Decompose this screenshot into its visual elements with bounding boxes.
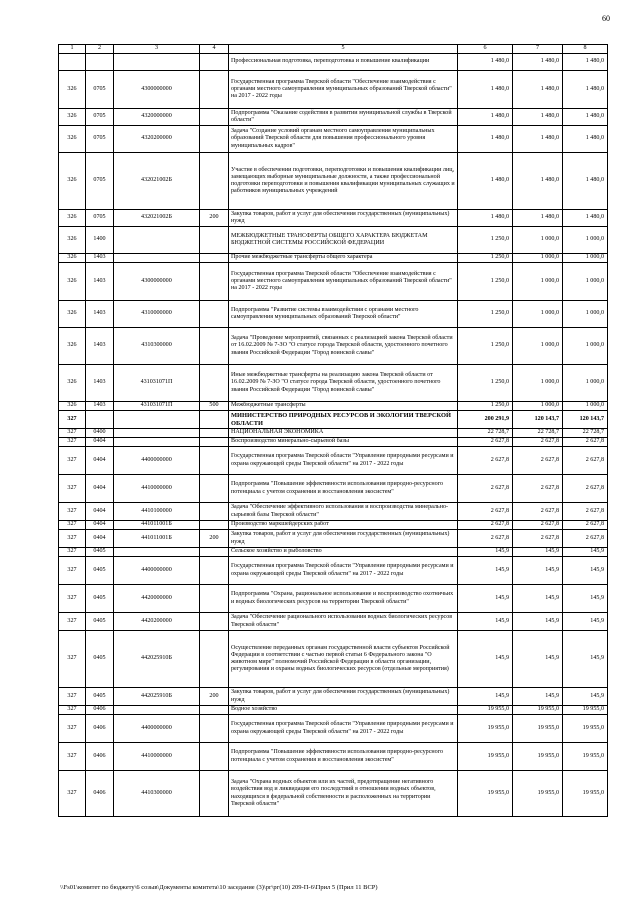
description-cell: Производство маркшейдерских работ — [229, 521, 458, 530]
ved-code-cell: 327 — [59, 706, 86, 715]
ved-code-cell: 327 — [59, 429, 86, 438]
target-article-cell: 4300000000 — [114, 71, 200, 109]
description-cell: Задача "Охрана водных объектов или их частей, предотвращение негативного воздействия вод и ликвидация его последствий в отношении водных объектов, находящихся в федеральной собственности и расположенных на территории Тверской области" — [229, 771, 458, 817]
amount-2021-cell: 1 480,0 — [513, 126, 563, 153]
description-cell: Иные межбюджетные трансферты на реализацию закона Тверской области от 16.02.2009 № 7-ЗО "О статусе города Тверской области, удостоенного почетного звания Российской Федерации "Город воинской славы" — [229, 365, 458, 402]
expense-type-cell — [200, 254, 229, 263]
ved-code-cell: 326 — [59, 263, 86, 301]
column-header: 3 — [114, 45, 200, 54]
ved-code-cell: 327 — [59, 743, 86, 771]
description-cell: Закупка товаров, работ и услуг для обеспечения государственных (муниципальных) нужд — [229, 530, 458, 548]
section-code-cell: 0405 — [86, 557, 114, 585]
amount-2022-cell: 2 627,8 — [563, 447, 608, 475]
description-cell: Прочие межбюджетные трансферты общего характера — [229, 254, 458, 263]
expense-type-cell — [200, 71, 229, 109]
ved-code-cell: 326 — [59, 227, 86, 254]
description-cell: Воспроизводство минерально-сырьевой базы — [229, 438, 458, 447]
ved-code-cell: 327 — [59, 503, 86, 521]
description-cell: Водное хозяйство — [229, 706, 458, 715]
ved-code-cell: 327 — [59, 715, 86, 743]
amount-2022-cell: 19 955,0 — [563, 771, 608, 817]
target-article-cell — [114, 429, 200, 438]
amount-2022-cell: 1 480,0 — [563, 71, 608, 109]
expense-type-cell — [200, 109, 229, 126]
amount-2021-cell: 2 627,8 — [513, 475, 563, 503]
amount-2022-cell: 19 955,0 — [563, 706, 608, 715]
amount-2020-cell: 145,9 — [458, 613, 513, 631]
amount-2022-cell: 1 000,0 — [563, 365, 608, 402]
amount-2022-cell: 19 955,0 — [563, 715, 608, 743]
description-cell: МИНИСТЕРСТВО ПРИРОДНЫХ РЕСУРСОВ И ЭКОЛОГИИ ТВЕРСКОЙ ОБЛАСТИ — [229, 411, 458, 429]
target-article-cell: 432021002Б — [114, 153, 200, 210]
amount-2020-cell: 2 627,8 — [458, 447, 513, 475]
table-row — [59, 301, 608, 328]
amount-2021-cell: 19 955,0 — [513, 706, 563, 715]
section-code-cell: 0406 — [86, 743, 114, 771]
column-header: 4 — [200, 45, 229, 54]
table-header-row — [59, 45, 608, 54]
section-code-cell: 1403 — [86, 301, 114, 328]
budget-table — [58, 44, 608, 817]
table-row — [59, 706, 608, 715]
section-code-cell: 0400 — [86, 429, 114, 438]
target-article-cell: 4300000000 — [114, 263, 200, 301]
amount-2021-cell: 145,9 — [513, 688, 563, 706]
ved-code-cell: 327 — [59, 613, 86, 631]
ved-code-cell: 327 — [59, 557, 86, 585]
description-cell: Межбюджетные трансферты — [229, 402, 458, 411]
description-cell: Задача "Создание условий органам местного самоуправления муниципальных образований Тверской области для повышения профессионального уровня муниципальных кадров" — [229, 126, 458, 153]
target-article-cell — [114, 548, 200, 557]
page-number: 60 — [602, 14, 610, 23]
amount-2021-cell: 19 955,0 — [513, 743, 563, 771]
column-header: 5 — [229, 45, 458, 54]
amount-2022-cell: 2 627,8 — [563, 521, 608, 530]
amount-2020-cell: 1 250,0 — [458, 328, 513, 365]
description-cell: Государственная программа Тверской области "Управление природными ресурсами и охрана окружающей среды Тверской области" на 2017 - 2022 годы — [229, 715, 458, 743]
column-header: 7 — [513, 45, 563, 54]
amount-2020-cell: 145,9 — [458, 688, 513, 706]
description-cell: Сельское хозяйство и рыболовство — [229, 548, 458, 557]
target-article-cell: 4310300000 — [114, 328, 200, 365]
amount-2020-cell: 1 250,0 — [458, 402, 513, 411]
expense-type-cell — [200, 521, 229, 530]
amount-2021-cell: 19 955,0 — [513, 715, 563, 743]
target-article-cell: 431031071П — [114, 365, 200, 402]
expense-type-cell: 200 — [200, 210, 229, 227]
column-header: 2 — [86, 45, 114, 54]
description-cell: Участие в обеспечении подготовки, переподготовки и повышения квалификации лиц, замещающих выборные муниципальные должности, а также профессиональной подготовки переподготовки и повышения квалификации муниципальных служащих и работников муниципальных учреждений — [229, 153, 458, 210]
target-article-cell: 442025910Б — [114, 688, 200, 706]
expense-type-cell — [200, 365, 229, 402]
expense-type-cell — [200, 613, 229, 631]
amount-2020-cell: 1 250,0 — [458, 365, 513, 402]
target-article-cell: 4410100000 — [114, 503, 200, 521]
amount-2022-cell: 1 000,0 — [563, 328, 608, 365]
amount-2021-cell: 120 143,7 — [513, 411, 563, 429]
ved-code-cell: 327 — [59, 475, 86, 503]
amount-2020-cell: 1 250,0 — [458, 263, 513, 301]
description-cell: Подпрограмма "Повышение эффективности использования природно-ресурсного потенциала с учетом сохранения и восстановления экосистем" — [229, 475, 458, 503]
amount-2021-cell: 2 627,8 — [513, 503, 563, 521]
target-article-cell: 4320200000 — [114, 126, 200, 153]
amount-2022-cell: 1 000,0 — [563, 301, 608, 328]
section-code-cell: 0406 — [86, 771, 114, 817]
description-cell: Профессиональная подготовка, переподготовка и повышение квалификации — [229, 54, 458, 71]
amount-2022-cell: 145,9 — [563, 548, 608, 557]
expense-type-cell — [200, 153, 229, 210]
table-row — [59, 429, 608, 438]
amount-2020-cell: 19 955,0 — [458, 715, 513, 743]
table-row — [59, 126, 608, 153]
amount-2020-cell: 19 955,0 — [458, 771, 513, 817]
target-article-cell: 431031071П — [114, 402, 200, 411]
section-code-cell: 0405 — [86, 548, 114, 557]
amount-2021-cell: 2 627,8 — [513, 530, 563, 548]
target-article-cell: 4410000000 — [114, 475, 200, 503]
amount-2020-cell: 1 480,0 — [458, 109, 513, 126]
ved-code-cell: 327 — [59, 548, 86, 557]
table-row — [59, 631, 608, 688]
amount-2021-cell: 1 000,0 — [513, 301, 563, 328]
expense-type-cell — [200, 227, 229, 254]
amount-2021-cell: 145,9 — [513, 557, 563, 585]
target-article-cell: 441011001Б — [114, 521, 200, 530]
amount-2022-cell: 1 000,0 — [563, 402, 608, 411]
description-cell: Закупка товаров, работ и услуг для обеспечения государственных (муниципальных) нужд — [229, 210, 458, 227]
amount-2020-cell: 145,9 — [458, 548, 513, 557]
amount-2021-cell: 1 480,0 — [513, 109, 563, 126]
table-row — [59, 743, 608, 771]
section-code-cell: 0405 — [86, 585, 114, 613]
expense-type-cell: 500 — [200, 402, 229, 411]
file-path-footer: \\Fs01\комитет по бюджету\6 созыв\Документы комитета\10 заседание (3)\рг\рг(10) 209-П-6\Прил 5 (Прил 11 ВСР) — [60, 884, 378, 891]
amount-2020-cell: 145,9 — [458, 585, 513, 613]
table-row — [59, 613, 608, 631]
ved-code-cell: 327 — [59, 771, 86, 817]
amount-2022-cell: 145,9 — [563, 688, 608, 706]
amount-2020-cell: 1 250,0 — [458, 254, 513, 263]
amount-2020-cell: 1 480,0 — [458, 126, 513, 153]
amount-2021-cell: 1 480,0 — [513, 153, 563, 210]
table-row — [59, 447, 608, 475]
ved-code-cell: 327 — [59, 438, 86, 447]
section-code-cell: 0404 — [86, 503, 114, 521]
amount-2020-cell: 1 250,0 — [458, 301, 513, 328]
section-code-cell: 0404 — [86, 447, 114, 475]
ved-code-cell: 326 — [59, 254, 86, 263]
expense-type-cell — [200, 503, 229, 521]
amount-2022-cell: 2 627,8 — [563, 530, 608, 548]
ved-code-cell: 326 — [59, 328, 86, 365]
ved-code-cell: 326 — [59, 153, 86, 210]
description-cell: Задача "Обеспечение эффективного использования и воспроизводства минерально-сырьевой базы Тверской области" — [229, 503, 458, 521]
amount-2021-cell: 1 000,0 — [513, 263, 563, 301]
table-body — [59, 54, 608, 817]
amount-2021-cell: 1 000,0 — [513, 254, 563, 263]
expense-type-cell: 200 — [200, 530, 229, 548]
table-row — [59, 402, 608, 411]
ved-code-cell: 327 — [59, 530, 86, 548]
table-row — [59, 365, 608, 402]
table-row — [59, 438, 608, 447]
expense-type-cell — [200, 771, 229, 817]
ved-code-cell: 327 — [59, 688, 86, 706]
section-code-cell: 0405 — [86, 613, 114, 631]
expense-type-cell — [200, 263, 229, 301]
ved-code-cell: 326 — [59, 126, 86, 153]
amount-2020-cell: 145,9 — [458, 631, 513, 688]
target-article-cell — [114, 706, 200, 715]
ved-code-cell: 326 — [59, 210, 86, 227]
expense-type-cell — [200, 585, 229, 613]
amount-2020-cell: 1 480,0 — [458, 153, 513, 210]
expense-type-cell — [200, 743, 229, 771]
expense-type-cell — [200, 706, 229, 715]
table-row — [59, 254, 608, 263]
section-code-cell: 0406 — [86, 706, 114, 715]
target-article-cell — [114, 227, 200, 254]
table-row — [59, 227, 608, 254]
ved-code-cell: 327 — [59, 631, 86, 688]
column-header: 6 — [458, 45, 513, 54]
expense-type-cell — [200, 328, 229, 365]
section-code-cell: 0705 — [86, 109, 114, 126]
amount-2021-cell: 1 000,0 — [513, 328, 563, 365]
amount-2021-cell: 1 480,0 — [513, 54, 563, 71]
table-row — [59, 530, 608, 548]
amount-2022-cell: 145,9 — [563, 613, 608, 631]
description-cell: Подпрограмма "Охрана, рациональное использование и воспроизводство охотничьих и водных биологических ресурсов на территории Тверской области" — [229, 585, 458, 613]
amount-2022-cell: 145,9 — [563, 557, 608, 585]
amount-2021-cell: 145,9 — [513, 548, 563, 557]
section-code-cell: 1403 — [86, 254, 114, 263]
target-article-cell: 4400000000 — [114, 715, 200, 743]
table-row — [59, 475, 608, 503]
description-cell: НАЦИОНАЛЬНАЯ ЭКОНОМИКА — [229, 429, 458, 438]
description-cell: МЕЖБЮДЖЕТНЫЕ ТРАНСФЕРТЫ ОБЩЕГО ХАРАКТЕРА БЮДЖЕТАМ БЮДЖЕТНОЙ СИСТЕМЫ РОССИЙСКОЙ ФЕДЕРАЦИИ — [229, 227, 458, 254]
section-code-cell: 0404 — [86, 521, 114, 530]
ved-code-cell: 326 — [59, 301, 86, 328]
target-article-cell — [114, 438, 200, 447]
table-row — [59, 109, 608, 126]
expense-type-cell — [200, 301, 229, 328]
table-row — [59, 688, 608, 706]
ved-code-cell: 326 — [59, 109, 86, 126]
amount-2022-cell: 145,9 — [563, 631, 608, 688]
target-article-cell: 4400000000 — [114, 557, 200, 585]
amount-2022-cell: 1 480,0 — [563, 153, 608, 210]
section-code-cell: 0705 — [86, 210, 114, 227]
section-code-cell: 1403 — [86, 402, 114, 411]
table-row — [59, 521, 608, 530]
target-article-cell: 4410000000 — [114, 743, 200, 771]
amount-2021-cell: 2 627,8 — [513, 447, 563, 475]
target-article-cell: 441011001Б — [114, 530, 200, 548]
amount-2021-cell: 2 627,8 — [513, 438, 563, 447]
target-article-cell: 4400000000 — [114, 447, 200, 475]
expense-type-cell — [200, 429, 229, 438]
table-row — [59, 263, 608, 301]
table-row — [59, 54, 608, 71]
table-row — [59, 503, 608, 521]
amount-2021-cell: 145,9 — [513, 631, 563, 688]
section-code-cell: 0406 — [86, 715, 114, 743]
target-article-cell — [114, 411, 200, 429]
amount-2021-cell: 1 480,0 — [513, 210, 563, 227]
target-article-cell: 442025910Б — [114, 631, 200, 688]
section-code-cell: 0405 — [86, 688, 114, 706]
ved-code-cell — [59, 54, 86, 71]
ved-code-cell: 327 — [59, 411, 86, 429]
expense-type-cell — [200, 548, 229, 557]
expense-type-cell — [200, 54, 229, 71]
description-cell: Государственная программа Тверской области "Управление природными ресурсами и охрана окружающей среды Тверской области" на 2017 - 2022 годы — [229, 557, 458, 585]
amount-2020-cell: 1 250,0 — [458, 227, 513, 254]
table-row — [59, 411, 608, 429]
amount-2020-cell: 1 480,0 — [458, 71, 513, 109]
amount-2020-cell: 1 480,0 — [458, 54, 513, 71]
target-article-cell — [114, 254, 200, 263]
expense-type-cell — [200, 715, 229, 743]
description-cell: Задача "Обеспечение рационального использования водных биологических ресурсов Тверской области" — [229, 613, 458, 631]
budget-table-container — [58, 44, 607, 817]
expense-type-cell — [200, 438, 229, 447]
ved-code-cell: 326 — [59, 365, 86, 402]
expense-type-cell — [200, 631, 229, 688]
column-header: 1 — [59, 45, 86, 54]
table-row — [59, 557, 608, 585]
amount-2021-cell: 1 000,0 — [513, 402, 563, 411]
table-row — [59, 153, 608, 210]
amount-2022-cell: 2 627,8 — [563, 475, 608, 503]
section-code-cell — [86, 54, 114, 71]
section-code-cell: 0705 — [86, 71, 114, 109]
section-code-cell: 0405 — [86, 631, 114, 688]
section-code-cell: 1403 — [86, 328, 114, 365]
description-cell: Задача "Проведение мероприятий, связанных с реализацией закона Тверской области от 16.02.2009 № 7-ЗО "О статусе города Тверской области, удостоенного почетного звания Российской Федерации "Город воинской славы" — [229, 328, 458, 365]
section-code-cell: 1400 — [86, 227, 114, 254]
target-article-cell: 4310000000 — [114, 301, 200, 328]
expense-type-cell — [200, 475, 229, 503]
description-cell: Государственная программа Тверской области "Обеспечение взаимодействия с органами местного самоуправления муниципальных образований Тверской области" на 2017 - 2022 годы — [229, 263, 458, 301]
expense-type-cell — [200, 447, 229, 475]
target-article-cell: 432021002Б — [114, 210, 200, 227]
amount-2021-cell: 145,9 — [513, 613, 563, 631]
amount-2020-cell: 145,9 — [458, 557, 513, 585]
description-cell: Подпрограмма "Повышение эффективности использования природно-ресурсного потенциала с учетом сохранения и восстановления экосистем" — [229, 743, 458, 771]
amount-2022-cell: 1 480,0 — [563, 126, 608, 153]
amount-2021-cell: 1 000,0 — [513, 365, 563, 402]
description-cell: Государственная программа Тверской области "Обеспечение взаимодействия с органами местного самоуправления муниципальных образований Тверской области" на 2017 - 2022 годы — [229, 71, 458, 109]
amount-2022-cell: 1 000,0 — [563, 263, 608, 301]
table-row — [59, 210, 608, 227]
amount-2021-cell: 22 728,7 — [513, 429, 563, 438]
amount-2022-cell: 1 480,0 — [563, 210, 608, 227]
amount-2022-cell: 19 955,0 — [563, 743, 608, 771]
amount-2020-cell: 2 627,8 — [458, 530, 513, 548]
description-cell: Государственная программа Тверской области "Управление природными ресурсами и охрана окружающей среды Тверской области" на 2017 - 2022 годы — [229, 447, 458, 475]
section-code-cell: 0705 — [86, 153, 114, 210]
amount-2022-cell: 22 728,7 — [563, 429, 608, 438]
target-article-cell: 4420000000 — [114, 585, 200, 613]
ved-code-cell: 327 — [59, 447, 86, 475]
expense-type-cell — [200, 411, 229, 429]
amount-2020-cell: 2 627,8 — [458, 475, 513, 503]
ved-code-cell: 326 — [59, 402, 86, 411]
amount-2022-cell: 2 627,8 — [563, 438, 608, 447]
amount-2021-cell: 1 480,0 — [513, 71, 563, 109]
section-code-cell: 0705 — [86, 126, 114, 153]
target-article-cell: 4420200000 — [114, 613, 200, 631]
table-row — [59, 548, 608, 557]
table-row — [59, 328, 608, 365]
amount-2021-cell: 145,9 — [513, 585, 563, 613]
description-cell: Подпрограмма "Оказание содействия в развитии муниципальной службы в Тверской области" — [229, 109, 458, 126]
ved-code-cell: 327 — [59, 521, 86, 530]
amount-2022-cell: 1 480,0 — [563, 109, 608, 126]
expense-type-cell: 200 — [200, 688, 229, 706]
amount-2021-cell: 2 627,8 — [513, 521, 563, 530]
section-code-cell: 1403 — [86, 365, 114, 402]
table-row — [59, 71, 608, 109]
amount-2021-cell: 1 000,0 — [513, 227, 563, 254]
section-code-cell: 1403 — [86, 263, 114, 301]
amount-2022-cell: 2 627,8 — [563, 503, 608, 521]
ved-code-cell: 326 — [59, 71, 86, 109]
expense-type-cell — [200, 557, 229, 585]
amount-2020-cell: 2 627,8 — [458, 503, 513, 521]
table-row — [59, 715, 608, 743]
table-row — [59, 771, 608, 817]
amount-2020-cell: 19 955,0 — [458, 743, 513, 771]
section-code-cell: 0404 — [86, 530, 114, 548]
amount-2020-cell: 19 955,0 — [458, 706, 513, 715]
section-code-cell — [86, 411, 114, 429]
amount-2022-cell: 145,9 — [563, 585, 608, 613]
section-code-cell: 0404 — [86, 475, 114, 503]
amount-2022-cell: 1 000,0 — [563, 227, 608, 254]
section-code-cell: 0404 — [86, 438, 114, 447]
amount-2021-cell: 19 955,0 — [513, 771, 563, 817]
target-article-cell — [114, 54, 200, 71]
amount-2020-cell: 2 627,8 — [458, 521, 513, 530]
description-cell: Осуществление переданных органам государственной власти субъектов Российской Федерации в соответствии с частью первой статьи 6 Федерального закона "О животном мире" полномочий Российской Федерации в области организации, регулирования и охраны водных биологических ресурсов (отдельные мероприятия) — [229, 631, 458, 688]
description-cell: Подпрограмма "Развитие системы взаимодействия с органами местного самоуправления муниципальных образований Тверской области" — [229, 301, 458, 328]
expense-type-cell — [200, 126, 229, 153]
amount-2020-cell: 200 291,9 — [458, 411, 513, 429]
table-row — [59, 585, 608, 613]
ved-code-cell: 327 — [59, 585, 86, 613]
target-article-cell: 4410300000 — [114, 771, 200, 817]
target-article-cell: 4320000000 — [114, 109, 200, 126]
amount-2020-cell: 1 480,0 — [458, 210, 513, 227]
column-header: 8 — [563, 45, 608, 54]
amount-2022-cell: 1 480,0 — [563, 54, 608, 71]
amount-2020-cell: 22 728,7 — [458, 429, 513, 438]
amount-2022-cell: 120 143,7 — [563, 411, 608, 429]
amount-2020-cell: 2 627,8 — [458, 438, 513, 447]
amount-2022-cell: 1 000,0 — [563, 254, 608, 263]
description-cell: Закупка товаров, работ и услуг для обеспечения государственных (муниципальных) нужд — [229, 688, 458, 706]
